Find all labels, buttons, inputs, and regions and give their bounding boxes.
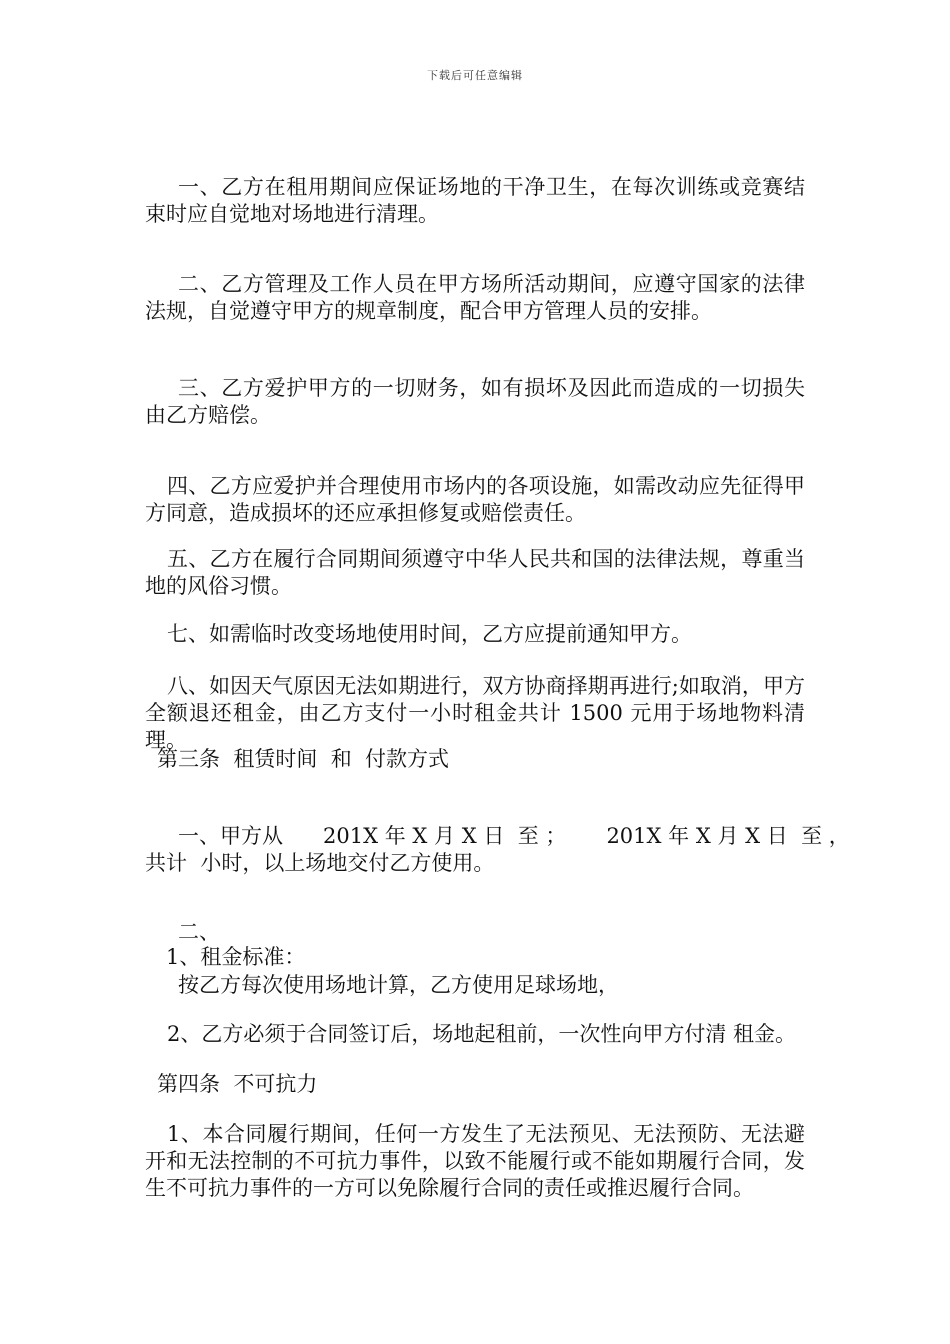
- article-3-title: 第三条 租赁时间 和 付款方式: [157, 747, 450, 771]
- article-4-title: 第四条 不可抗力: [157, 1072, 318, 1096]
- rental-hours-line: 共计 小时，以上场地交付乙方使用。: [145, 851, 495, 875]
- header-note: 下载后可任意编辑: [427, 69, 523, 82]
- force-majeure-clause: 1、本合同履行期间，任何一方发生了无法预见、无法预防、无法避开和无法控制的不可抗力事件，以致不能履行或不能如期履行合同，发生不可抗力事件的一方可以免除履行合同的责任或推迟履行合同。: [145, 1122, 805, 1200]
- clause-8-weather: 八、如因天气原因无法如期进行，双方协商择期再进行;如取消，甲方全额退还租金，由乙方支付一小时租金共计 1500 元用于场地物料清理。: [145, 674, 805, 752]
- clause-1-cleanliness: 一、乙方在租用期间应保证场地的干净卫生，在每次训练或竞赛结束时应自觉地对场地进行清理。: [145, 175, 805, 226]
- item-2-label: 二、: [178, 920, 220, 944]
- clause-7-schedule-change: 七、如需临时改变场地使用时间，乙方应提前通知甲方。: [167, 622, 692, 646]
- clause-5-laws: 五、乙方在履行合同期间须遵守中华人民共和国的法律法规，尊重当地的风俗习惯。: [145, 547, 805, 598]
- rent-standard-label: 1、租金标准：: [166, 945, 306, 969]
- payment-clause: 2、乙方必须于合同签订后，场地起租前，一次性向甲方付清 租金。: [167, 1022, 797, 1046]
- rental-period-line: 一、甲方从 201X 年 X 月 X 日 至 ； 201X 年 X 月 X 日 至 ，: [178, 824, 850, 848]
- clause-2-regulations: 二、乙方管理及工作人员在甲方场所活动期间，应遵守国家的法律法规，自觉遵守甲方的规章制度，配合甲方管理人员的安排。: [145, 272, 805, 323]
- rent-standard-desc: 按乙方每次使用场地计算，乙方使用足球场地，: [178, 973, 619, 997]
- clause-3-damage: 三、乙方爱护甲方的一切财务，如有损坏及因此而造成的一切损失由乙方赔偿。: [145, 376, 805, 427]
- clause-4-facilities: 四、乙方应爱护并合理使用市场内的各项设施，如需改动应先征得甲方同意，造成损坏的还应承担修复或赔偿责任。: [145, 474, 805, 525]
